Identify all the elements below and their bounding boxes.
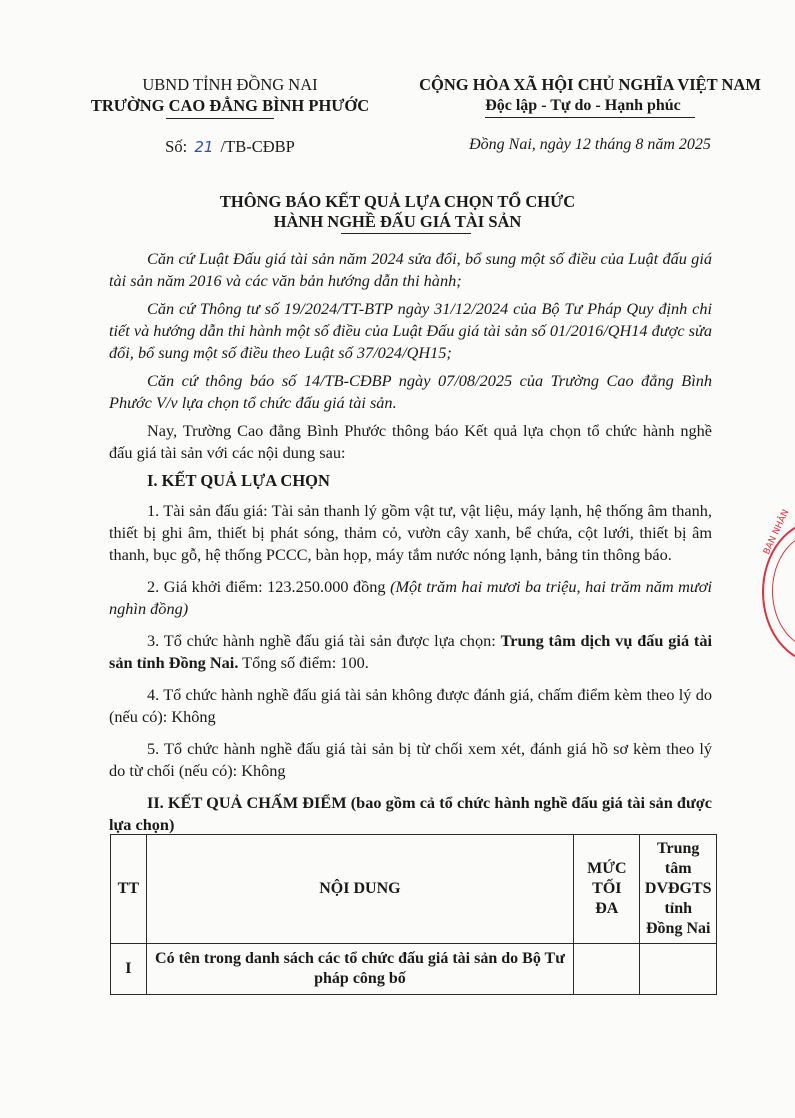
starting-price-words: (Một trăm hai mươi ba triệu, hai trăm năm mươi nghìn đồng) xyxy=(109,577,712,618)
legal-basis-3: Căn cứ thông báo số 14/TB-CĐBP ngày 07/08/2025 của Trường Cao đẳng Bình Phước V/v lựa chọn tổ chức đấu giá tài sản. xyxy=(109,371,712,412)
item-rejected: 5. Tổ chức hành nghề đấu giá tài sản bị từ chối xem xét, đánh giá hồ sơ kèm theo lý do từ chối (nếu có): Không xyxy=(109,739,712,780)
title-line-2: HÀNH NGHỀ ĐẤU GIÁ TÀI SẢN xyxy=(273,212,522,231)
intro-paragraph: Nay, Trường Cao đẳng Bình Phước thông báo Kết quả lựa chọn tổ chức hành nghề đấu giá tài sản với các nội dung sau: xyxy=(109,421,712,462)
stamp-inner-ring xyxy=(772,532,795,650)
title-underline xyxy=(341,233,471,234)
header-tt: TT xyxy=(111,835,147,944)
header-max-line: TỐI xyxy=(592,880,622,897)
number-prefix: Số: xyxy=(165,137,188,156)
item-assets: 1. Tài sản đấu giá: Tài sản thanh lý gồm vật tư, vật liệu, máy lạnh, hệ thống âm thanh, thiết bị ghi âm, thiết bị phát sóng, thảm cỏ, vườn cây xanh, bể chứa, cột lưới, thiết bị âm thanh, bục gỗ, hệ thống PCCC, bàn họp, máy tắm nước nóng lạnh, bảng tin thông báo. xyxy=(109,501,712,564)
legal-basis-1: Căn cứ Luật Đấu giá tài sản năm 2024 sửa đổi, bổ sung một số điều của Luật đấu giá tài sản năm 2016 và các văn bản hướng dẫn thi hành; xyxy=(109,249,712,290)
selected-org-label: 3. Tổ chức hành nghề đấu giá tài sản được lựa chọn: xyxy=(147,631,501,650)
document-body xyxy=(109,248,712,842)
item-starting-price xyxy=(109,576,712,620)
starting-price-label: 2. Giá khởi điểm: 123.250.000 đồng xyxy=(147,577,391,596)
header-org-line: DVĐGTS xyxy=(644,880,712,897)
header-org-score xyxy=(640,835,717,944)
section-2-heading: II. KẾT QUẢ CHẤM ĐIỂM (bao gồm cả tổ chức hành nghề đấu giá tài sản được lựa chọn) xyxy=(109,793,712,834)
row-tt: I xyxy=(111,944,147,995)
number-suffix: /TB-CĐBP xyxy=(220,137,295,156)
item-not-evaluated: 4. Tổ chức hành nghề đấu giá tài sản không được đánh giá, chấm điểm kèm theo lý do (nếu có): Không xyxy=(109,685,712,726)
table-header-row xyxy=(111,835,717,944)
document-header xyxy=(0,74,795,164)
row-max xyxy=(574,944,640,995)
authority-name: UBND TỈNH ĐỒNG NAI xyxy=(142,75,318,94)
item-selected-org xyxy=(109,630,712,674)
header-max-score xyxy=(574,835,640,944)
red-seal-stamp xyxy=(762,508,795,664)
header-org-line: tâm xyxy=(664,860,692,877)
scoring-table xyxy=(110,834,717,995)
selected-org-score: Tổng số điểm: 100. xyxy=(238,653,369,672)
handwritten-number: 21 xyxy=(194,138,214,156)
title-line-1: THÔNG BÁO KẾT QUẢ LỰA CHỌN TỔ CHỨC xyxy=(219,192,576,211)
place-and-date: Đồng Nai, ngày 12 tháng 8 năm 2025 xyxy=(469,136,711,153)
header-content: NỘI DUNG xyxy=(146,835,573,944)
issuing-authority-block xyxy=(70,74,390,157)
document-title xyxy=(0,192,795,234)
organization-name: TRƯỜNG CAO ĐẲNG BÌNH PHƯỚC xyxy=(90,96,370,115)
selected-org-name: Trung tâm dịch vụ đấu giá tài sản tỉnh Đồng Nai. xyxy=(109,631,712,672)
organization-underline xyxy=(166,118,274,119)
section-1-heading: I. KẾT QUẢ LỰA CHỌN xyxy=(147,471,330,490)
header-max-line: ĐA xyxy=(595,900,619,917)
header-max-line: MỨC xyxy=(587,860,627,877)
legal-basis-2: Căn cứ Thông tư số 19/2024/TT-BTP ngày 31/12/2024 của Bộ Tư Pháp Quy định chi tiết và hướng dẫn thi hành một số điều của Luật Đấu giá tài sản số 01/2016/QH14 được sửa đổi, bổ sung một số điều theo Luật số 37/024/QH15; xyxy=(109,299,712,362)
row-score xyxy=(640,944,717,995)
header-org-line: tỉnh xyxy=(664,900,693,917)
header-org-line: Đồng Nai xyxy=(646,920,711,937)
stamp-text: BAN NHÂN xyxy=(762,508,792,557)
country-name: CỘNG HÒA XÃ HỘI CHỦ NGHĨA VIỆT NAM xyxy=(419,75,761,94)
row-content: Có tên trong danh sách các tổ chức đấu giá tài sản do Bộ Tư pháp công bố xyxy=(146,944,573,995)
document-number xyxy=(70,137,390,157)
header-org-line: Trung xyxy=(657,840,700,857)
national-motto: Độc lập - Tự do - Hạnh phúc xyxy=(485,96,695,118)
table-row xyxy=(111,944,717,995)
national-header-block xyxy=(395,74,785,154)
